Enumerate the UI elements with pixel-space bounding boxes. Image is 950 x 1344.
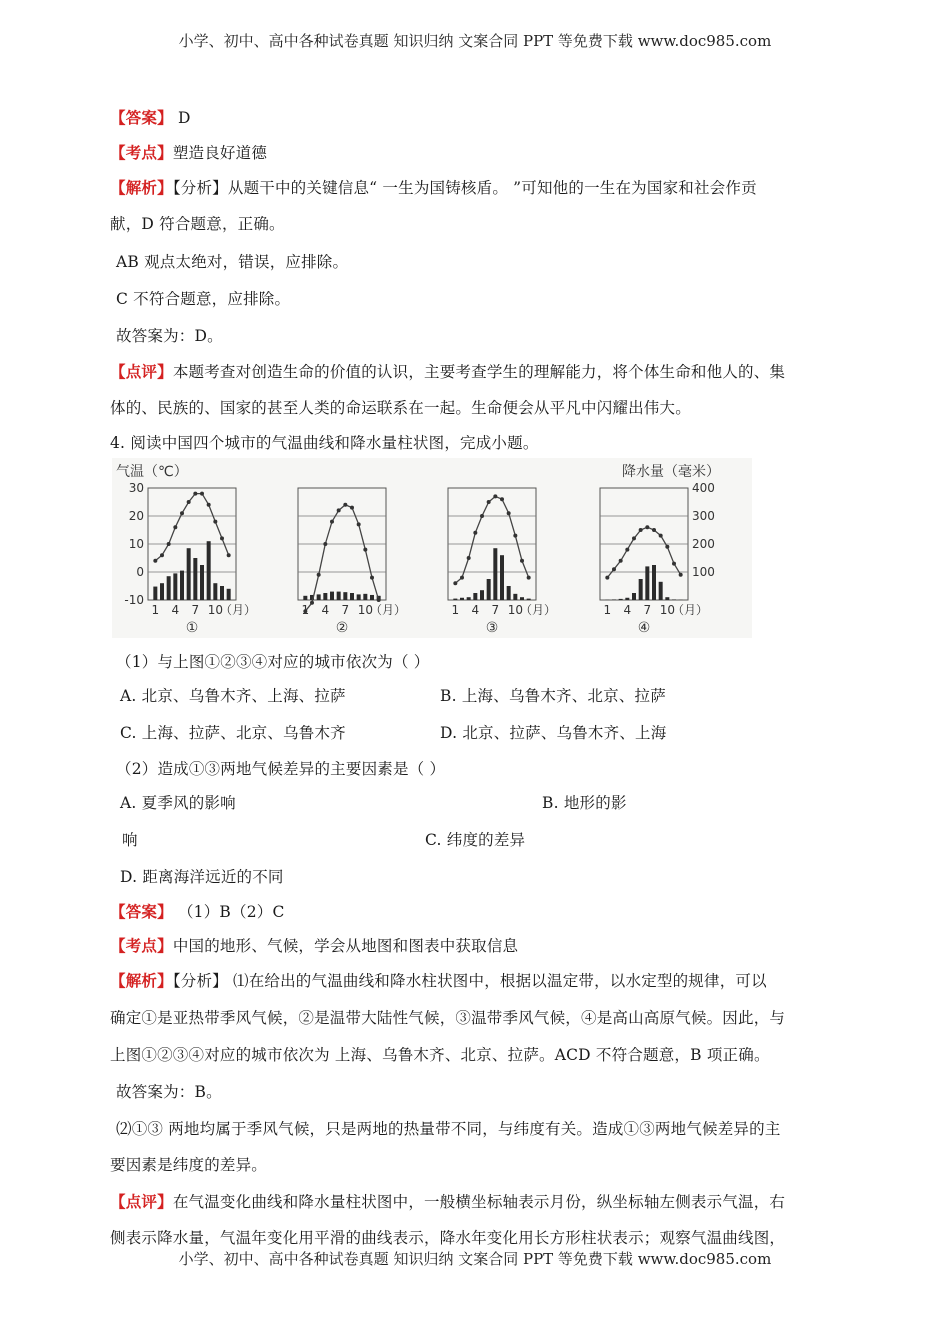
q4-answer-line [110, 900, 285, 922]
temp-axis-title: 气温（℃） [116, 464, 188, 480]
month-tick-label: 4 [171, 603, 180, 617]
temp-point [350, 506, 354, 510]
precip-bar [160, 583, 164, 600]
month-tick-label: 1 [603, 603, 612, 617]
q3-point: 塑造良好道德 [172, 144, 268, 162]
precip-bar [363, 594, 367, 600]
temp-point [337, 508, 341, 512]
q4-analysis-3: 上图①②③④对应的城市依次为 上海、乌鲁木齐、北京、拉萨。ACD 不符合题意，B 项正确。 [110, 1046, 770, 1064]
analysis-tag: 【解析】 [110, 178, 173, 197]
q3-analysis-1: 从题干中的关键信息“ 一生为国铸核盾。 ”可知他的一生在为国家和社会作贡 [227, 179, 757, 197]
temp-point [473, 531, 477, 535]
temp-point [527, 576, 531, 580]
fenxi-tag: 【分析】 [172, 179, 228, 197]
precip-bar [467, 597, 471, 600]
temp-point [377, 598, 381, 602]
temp-curve [155, 494, 228, 561]
q3-analysis-2: 献，D 符合题意，正确。 [110, 215, 285, 233]
temp-point [467, 556, 471, 560]
precip-bar [520, 597, 524, 600]
temp-tick-label: -10 [124, 593, 144, 607]
q4-sub1-option-a: A. 北京、乌鲁木齐、上海、拉萨 [120, 687, 346, 705]
precip-bar [303, 596, 307, 600]
q4-review-line [110, 1190, 785, 1212]
answer-tag: 【答案】 [110, 902, 173, 921]
temp-point [317, 573, 321, 577]
point-tag: 【考点】 [110, 143, 173, 162]
q3-answer-line [110, 106, 191, 128]
q4-sub1-question: （1）与上图①②③④对应的城市依次为（ ） [116, 653, 430, 671]
temp-point [330, 520, 334, 524]
precip-tick-label: 300 [692, 509, 715, 523]
temp-point [193, 492, 197, 496]
temp-point [619, 559, 623, 563]
q3-review-1: 本题考查对创造生命的价值的认识，主要考查学生的理解能力，将个体生命和他人的、集 [172, 363, 786, 381]
precip-bar [317, 594, 321, 600]
temp-point [652, 528, 656, 532]
temp-tick-label: 10 [128, 537, 144, 551]
temp-point [480, 514, 484, 518]
precip-bar [507, 586, 511, 600]
page-header: 小学、初中、高中各种试卷真题 知识归纳 文案合同 PPT 等免费下载 www.doc985.com [178, 32, 772, 50]
precip-bar [527, 599, 531, 600]
precip-bar [153, 587, 157, 600]
temp-point [180, 511, 184, 515]
q4-analysis-4: 故答案为：B。 [116, 1083, 222, 1101]
temp-curve [607, 527, 680, 577]
month-unit-label: （月） [520, 603, 557, 617]
q3-answer: D [172, 109, 191, 127]
month-tick-label: 10 [357, 603, 373, 617]
temp-point [659, 534, 663, 538]
q4-sub1-option-d: D. 北京、拉萨、乌鲁木齐、上海 [440, 724, 667, 742]
q3-analysis-4: C 不符合题意，应排除。 [116, 290, 291, 308]
temp-point [679, 573, 683, 577]
precip-axis-title: 降水量（毫米） [622, 464, 720, 480]
q4-analysis-1: ⑴在给出的气温曲线和降水柱状图中，根据以温定带，以水定型的规律，可以 [227, 972, 767, 990]
temp-point [153, 559, 157, 563]
q4-review-2: 侧表示降水量，气温年变化用平滑的曲线表示，降水年变化用长方形柱状表示；观察气温曲线图， [110, 1229, 786, 1247]
month-tick-label: 7 [491, 603, 500, 617]
month-tick-label: 4 [471, 603, 480, 617]
q3-analysis-line [110, 176, 757, 198]
temp-point [487, 500, 491, 504]
precip-bar [180, 571, 184, 600]
temp-tick-label: 30 [128, 481, 144, 495]
temp-point [357, 522, 361, 526]
precip-bar [207, 541, 211, 600]
precip-bar [659, 582, 663, 600]
month-tick-label: 4 [623, 603, 632, 617]
precip-bar [323, 593, 327, 600]
temp-point [187, 500, 191, 504]
temp-point [227, 553, 231, 557]
month-tick-label: 10 [659, 603, 675, 617]
temp-point [363, 548, 367, 552]
precip-bar [337, 592, 341, 600]
precip-bar [370, 595, 374, 600]
precip-bar [187, 548, 191, 600]
temp-point [343, 503, 347, 507]
temp-point [612, 567, 616, 571]
month-tick-label: 7 [643, 603, 652, 617]
month-tick-label: 1 [151, 603, 160, 617]
precip-bar [167, 576, 171, 600]
temp-point [460, 576, 464, 580]
month-tick-label: 1 [451, 603, 460, 617]
month-unit-label: （月） [672, 603, 709, 617]
precip-bar [343, 592, 347, 600]
temp-curve [305, 505, 378, 611]
month-tick-label: 10 [507, 603, 523, 617]
precip-tick-label: 100 [692, 565, 715, 579]
q4-sub1-option-b: B. 上海、乌鲁木齐、北京、拉萨 [440, 687, 666, 705]
month-tick-label: 7 [341, 603, 350, 617]
precip-tick-label: 200 [692, 537, 715, 551]
q4-point: 中国的地形、气候，学会从地图和图表中获取信息 [172, 937, 519, 955]
q3-point-line [110, 141, 267, 163]
temp-point [500, 497, 504, 501]
precip-bar [645, 566, 649, 600]
temp-point [167, 542, 171, 546]
chart-number-label: ② [335, 620, 349, 636]
precip-bar [220, 586, 224, 600]
precip-bar [487, 579, 491, 600]
precip-bar [227, 589, 231, 600]
temp-point [370, 576, 374, 580]
q3-analysis-3: AB 观点太绝对，错误，应排除。 [116, 253, 349, 271]
temp-point [632, 536, 636, 540]
precip-bar [652, 565, 656, 600]
precip-bar [672, 599, 676, 600]
temp-curve [455, 496, 528, 583]
precip-tick-label: 400 [692, 481, 715, 495]
q4-sub2-option-a: A. 夏季风的影响 [120, 794, 236, 812]
q4-sub2-option-b: B. 地形的影 [542, 794, 627, 812]
q3-review-2: 体的、民族的、国家的甚至人类的命运联系在一起。生命便会从平凡中闪耀出伟大。 [110, 399, 691, 417]
q4-sub2-option-d: D. 距离海洋远近的不同 [120, 868, 284, 886]
q4-analysis-line [110, 969, 767, 991]
precip-bar [625, 598, 629, 600]
q4-answer: （1）B（2）C [172, 903, 285, 921]
chart-number-label: ③ [485, 620, 499, 636]
precip-bar [173, 573, 177, 600]
temp-point [173, 525, 177, 529]
review-tag: 【点评】 [110, 362, 173, 381]
temp-point [625, 548, 629, 552]
month-tick-label: 1 [301, 603, 310, 617]
q3-review-line [110, 360, 785, 382]
temp-point [672, 562, 676, 566]
month-unit-label: （月） [220, 603, 257, 617]
precip-bar [453, 599, 457, 600]
temp-point [639, 528, 643, 532]
page-footer: 小学、初中、高中各种试卷真题 知识归纳 文案合同 PPT 等免费下载 www.doc985.com [178, 1250, 772, 1268]
precip-bar [200, 565, 204, 600]
q4-analysis-5: ⑵①③ 两地均属于季风气候，只是两地的热量带不同，与纬度有关。造成①③两地气候差异的主 [116, 1120, 781, 1138]
q4-sub2-option-c: C. 纬度的差异 [425, 831, 526, 849]
temp-point [310, 601, 314, 605]
month-tick-label: 10 [207, 603, 223, 617]
precip-bar [330, 592, 334, 600]
answer-tag: 【答案】 [110, 108, 173, 127]
q3-analysis-5: 故答案为：D。 [116, 327, 223, 345]
analysis-tag: 【解析】 [110, 971, 173, 990]
q4-review-1: 在气温变化曲线和降水量柱状图中，一般横坐标轴表示月份，纵坐标轴左侧表示气温，右 [172, 1193, 786, 1211]
review-tag: 【点评】 [110, 1192, 173, 1211]
temp-point [665, 545, 669, 549]
precip-bar [350, 593, 354, 600]
temp-point [323, 542, 327, 546]
precip-bar [665, 597, 669, 600]
precip-bar [460, 598, 464, 600]
chart-number-label: ④ [637, 620, 651, 636]
temp-point [213, 520, 217, 524]
precip-bar [612, 599, 616, 600]
precip-bar [500, 555, 504, 600]
temp-point [605, 576, 609, 580]
precip-bar [193, 558, 197, 600]
precip-bar [619, 599, 623, 600]
temp-point [520, 559, 524, 563]
q4-point-line [110, 934, 518, 956]
temp-point [200, 492, 204, 496]
temp-point [207, 503, 211, 507]
temp-tick-label: 0 [136, 565, 144, 579]
chart-number-label: ① [185, 620, 199, 636]
temp-point [160, 553, 164, 557]
point-tag: 【考点】 [110, 936, 173, 955]
precip-bar [632, 593, 636, 600]
precip-bar [513, 594, 517, 600]
precip-bar [357, 594, 361, 600]
temp-point [453, 581, 457, 585]
temp-point [645, 525, 649, 529]
q4-analysis-6: 要因素是纬度的差异。 [110, 1156, 268, 1174]
temp-tick-label: 20 [128, 509, 144, 523]
fenxi-tag: 【分析】 [172, 972, 228, 990]
temp-point [493, 494, 497, 498]
month-tick-label: 7 [191, 603, 200, 617]
precip-bar [639, 579, 643, 600]
temp-point [220, 536, 224, 540]
precip-bar [480, 590, 484, 600]
month-unit-label: （月） [370, 603, 407, 617]
q4-sub1-option-c: C. 上海、拉萨、北京、乌鲁木齐 [120, 724, 346, 742]
q4-sub2-question: （2）造成①③两地气候差异的主要因素是（ ） [116, 760, 446, 778]
temp-point [507, 511, 511, 515]
temp-point [513, 534, 517, 538]
precip-bar [473, 593, 477, 600]
q4-stem: 4. 阅读中国四个城市的气温曲线和降水量柱状图，完成小题。 [110, 434, 539, 452]
precip-bar [213, 583, 217, 600]
month-tick-label: 4 [321, 603, 330, 617]
climate-charts-svg [112, 458, 752, 638]
climate-figure [112, 458, 752, 638]
q4-analysis-2: 确定①是亚热带季风气候，②是温带大陆性气候，③温带季风气候，④是高山高原气候。因此，与 [110, 1009, 786, 1027]
q4-sub2-option-b-cont: 响 [122, 831, 138, 849]
precip-bar [493, 548, 497, 600]
